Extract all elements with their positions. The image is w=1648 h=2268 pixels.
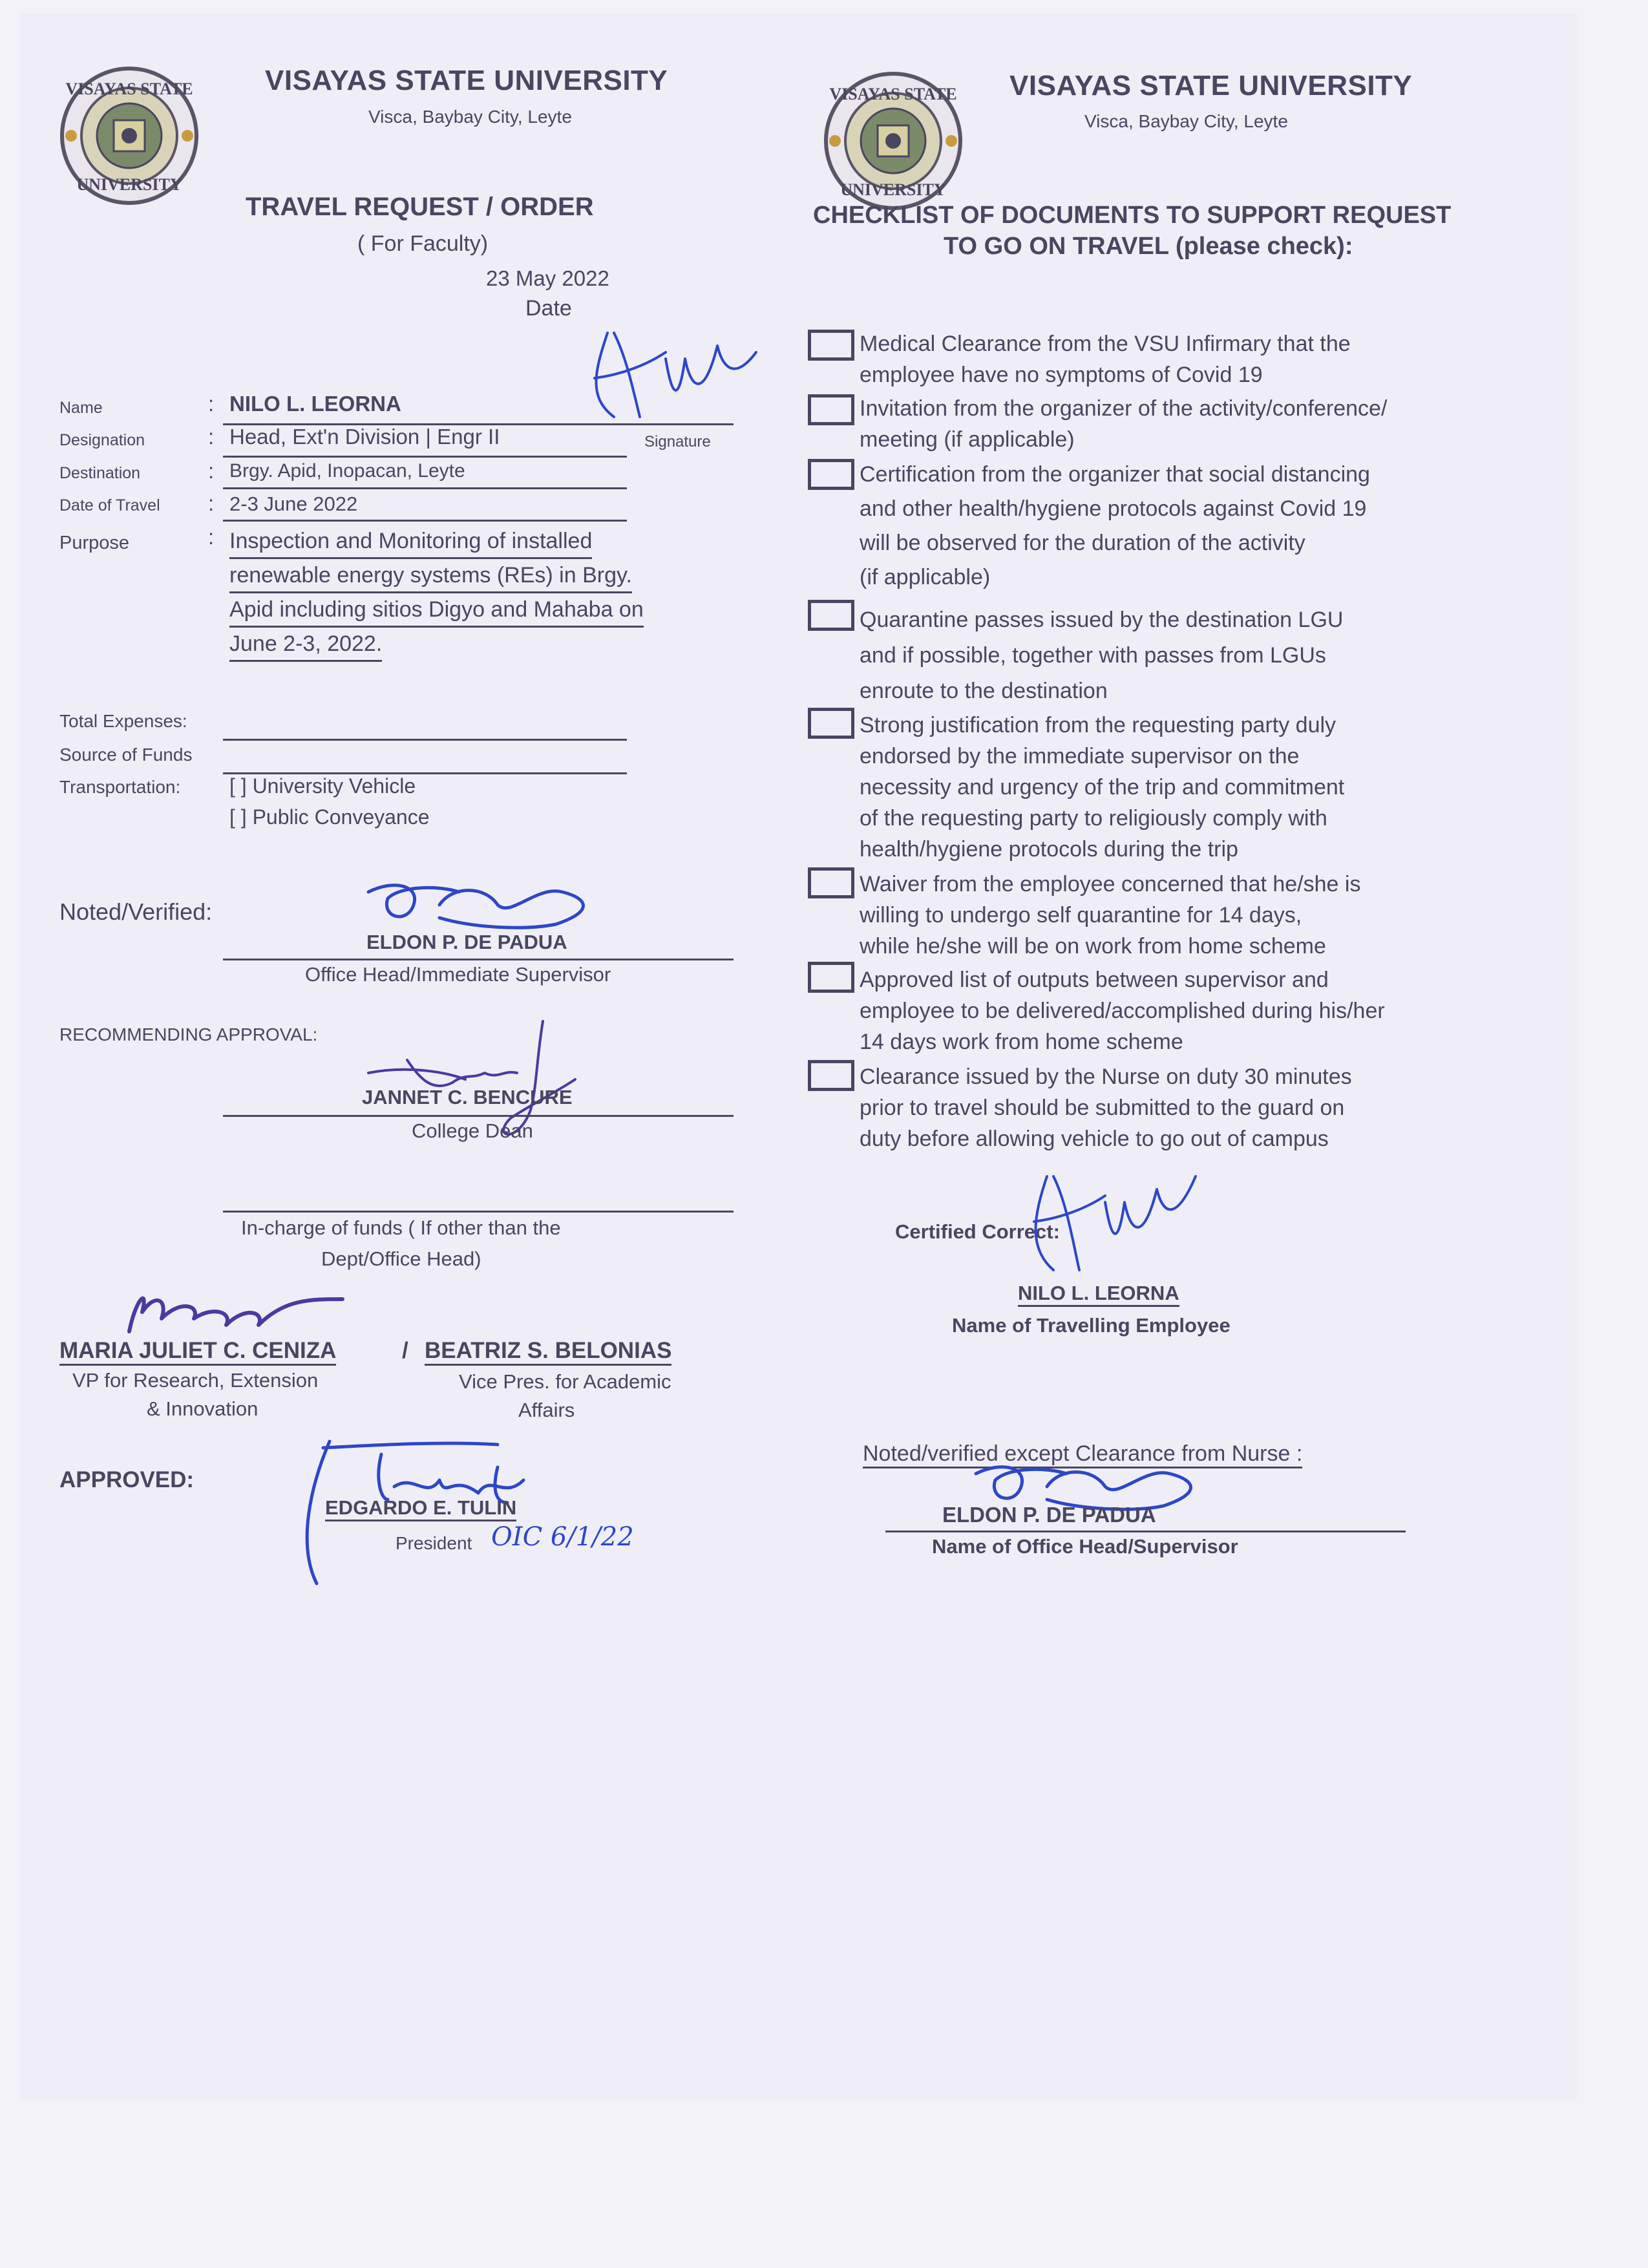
dean-role: College Dean (412, 1119, 533, 1142)
checklist-item-certification: Certification from the organizer that social distancing and other health/hygiene protocols against Covid 19 will be observed for the duration of the activity (if applicable) (860, 462, 1370, 589)
noted-verified-except-label: Noted/verified except Clearance from Nurse : (863, 1441, 1302, 1468)
vp-research-role-line2: & Innovation (147, 1397, 259, 1420)
dean-name: JANNET C. BENCURE (362, 1086, 573, 1108)
vp-research-role-line1: VP for Research, Extension (72, 1369, 319, 1392)
destination-label: Destination (59, 464, 141, 482)
source-of-funds-label: Source of Funds (59, 745, 193, 765)
checklist-item-nurse-clearance: Clearance issued by the Nurse on duty 30 minutes prior to travel should be submitted to the guard on duty before allowing vehicle to go out of campus (860, 1065, 1352, 1151)
university-seal-logo (822, 70, 964, 212)
checklist-checkbox-certification[interactable] (808, 459, 854, 490)
checklist-item-outputs: Approved list of outputs between supervisor and employee to be delivered/accomplished during his/her 14 days work from home scheme (860, 968, 1385, 1054)
checklist-checkbox-waiver[interactable] (808, 867, 854, 898)
checklist-item-waiver: Waiver from the employee concerned that he/she is willing to undergo self quarantine for 14 days, while he/she will be on work from home scheme (860, 872, 1361, 959)
purpose-line: June 2-3, 2022. (229, 628, 382, 662)
checklist-checkbox-invitation[interactable] (808, 394, 854, 425)
noted-supervisor-role: Name of Office Head/Supervisor (932, 1535, 1238, 1558)
colon: : (208, 425, 215, 449)
funds-role-line2: Dept/Office Head) (321, 1247, 481, 1270)
designation-value: Head, Ext'n Division | Engr II (229, 425, 500, 449)
dean-signature-line (223, 1115, 734, 1117)
noted-supervisor-signature-line (885, 1531, 1406, 1532)
traveller-signature (569, 320, 763, 430)
university-address: Visca, Baybay City, Leyte (1084, 111, 1288, 131)
university-seal-logo (58, 65, 200, 207)
request-date: 23 May 2022 (486, 266, 609, 290)
checklist-checkbox-outputs[interactable] (808, 962, 854, 993)
destination-value: Brgy. Apid, Inopacan, Leyte (229, 460, 465, 482)
designation-label: Designation (59, 431, 145, 449)
total-expenses-line (223, 739, 627, 741)
vp-research-name: MARIA JULIET C. CENIZA (59, 1338, 336, 1366)
svg-text:VISAYAS STATE: VISAYAS STATE (829, 85, 957, 103)
supervisor-name: ELDON P. DE PADUA (366, 931, 567, 953)
svg-text:UNIVERSITY: UNIVERSITY (840, 180, 946, 199)
checklist-checkbox-nurse-clearance[interactable] (808, 1060, 854, 1091)
colon: : (208, 491, 215, 515)
checklist-item-justification: Strong justification from the requesting party duly endorsed by the immediate supervisor on the necessity and urgency of the trip and commitment of the requesting party to religiously comply with health/hygiene protocols during the trip (860, 713, 1345, 862)
supervisor-role: Office Head/Immediate Supervisor (305, 963, 611, 986)
vp-name-separator: / (402, 1338, 408, 1363)
president-role: President (396, 1533, 472, 1553)
checklist-item-quarantine-passes: Quarantine passes issued by the destination LGU and if possible, together with passes from LGUs enroute to the destination (860, 608, 1344, 703)
transportation-label: Transportation: (59, 777, 181, 797)
noted-supervisor-name: ELDON P. DE PADUA (942, 1503, 1156, 1527)
vp-academic-role-line1: Vice Pres. for Academic (459, 1370, 671, 1393)
vp-academic-name: BEATRIZ S. BELONIAS (425, 1338, 671, 1366)
transport-option-university-vehicle[interactable]: [ ] University Vehicle (229, 774, 416, 798)
destination-underline (223, 487, 627, 489)
university-name: VISAYAS STATE UNIVERSITY (1009, 70, 1413, 101)
president-handwritten-note: OIC 6/1/22 (491, 1522, 634, 1552)
supervisor-signature-line (223, 959, 734, 960)
checklist-title-line2: TO GO ON TRAVEL (please check): (944, 233, 1353, 260)
purpose-line: Inspection and Monitoring of installed (229, 525, 592, 559)
purpose-text (229, 525, 644, 662)
president-name: EDGARDO E. TULIN (325, 1496, 516, 1521)
certified-traveller-name: NILO L. LEORNA (1018, 1282, 1179, 1307)
university-name: VISAYAS STATE UNIVERSITY (265, 65, 668, 96)
purpose-line: renewable energy systems (REs) in Brgy. (229, 559, 632, 593)
checklist-checkbox-medical[interactable] (808, 330, 854, 361)
date-of-travel-label: Date of Travel (59, 496, 160, 514)
purpose-label: Purpose (59, 533, 130, 553)
certified-traveller-signature (995, 1150, 1202, 1280)
funds-role-line1: In-charge of funds ( If other than the (241, 1216, 561, 1239)
purpose-line: Apid including sitios Digyo and Mahaba on (229, 593, 644, 628)
vp-academic-role-line2: Affairs (518, 1399, 575, 1421)
checklist-checkbox-quarantine-passes[interactable] (808, 600, 854, 631)
traveller-name: NILO L. LEORNA (229, 392, 401, 416)
approved-label: APPROVED: (59, 1467, 195, 1492)
colon: : (208, 392, 215, 416)
checklist-item-invitation: Invitation from the organizer of the activity/conference/ meeting (if applicable) (860, 396, 1388, 452)
date-label: Date (525, 296, 572, 321)
checklist-title-line1: CHECKLIST OF DOCUMENTS TO SUPPORT REQUEST (813, 202, 1452, 229)
checklist-checkbox-justification[interactable] (808, 708, 854, 739)
colon: : (208, 525, 215, 549)
certified-correct-label: Certified Correct: (895, 1220, 1060, 1243)
form-subtitle: ( For Faculty) (357, 231, 489, 256)
total-expenses-label: Total Expenses: (59, 711, 187, 731)
svg-text:VISAYAS STATE: VISAYAS STATE (65, 79, 193, 98)
svg-text:UNIVERSITY: UNIVERSITY (76, 175, 182, 194)
checklist-item-medical: Medical Clearance from the VSU Infirmary that the employee have no symptoms of Covid 19 (860, 332, 1351, 387)
funds-signature-line (223, 1211, 734, 1213)
university-address: Visca, Baybay City, Leyte (368, 107, 572, 127)
colon: : (208, 459, 215, 483)
form-title: TRAVEL REQUEST / ORDER (246, 193, 594, 221)
noted-verified-label: Noted/Verified: (59, 898, 213, 925)
date-of-travel-underline (223, 520, 627, 522)
transport-option-public-conveyance[interactable]: [ ] Public Conveyance (229, 805, 430, 829)
designation-underline (223, 456, 627, 458)
signature-label: Signature (644, 433, 711, 450)
recommending-approval-label: RECOMMENDING APPROVAL: (59, 1024, 318, 1044)
date-of-travel-value: 2-3 June 2022 (229, 493, 358, 515)
name-label: Name (59, 399, 103, 417)
certified-traveller-role: Name of Travelling Employee (952, 1314, 1231, 1337)
